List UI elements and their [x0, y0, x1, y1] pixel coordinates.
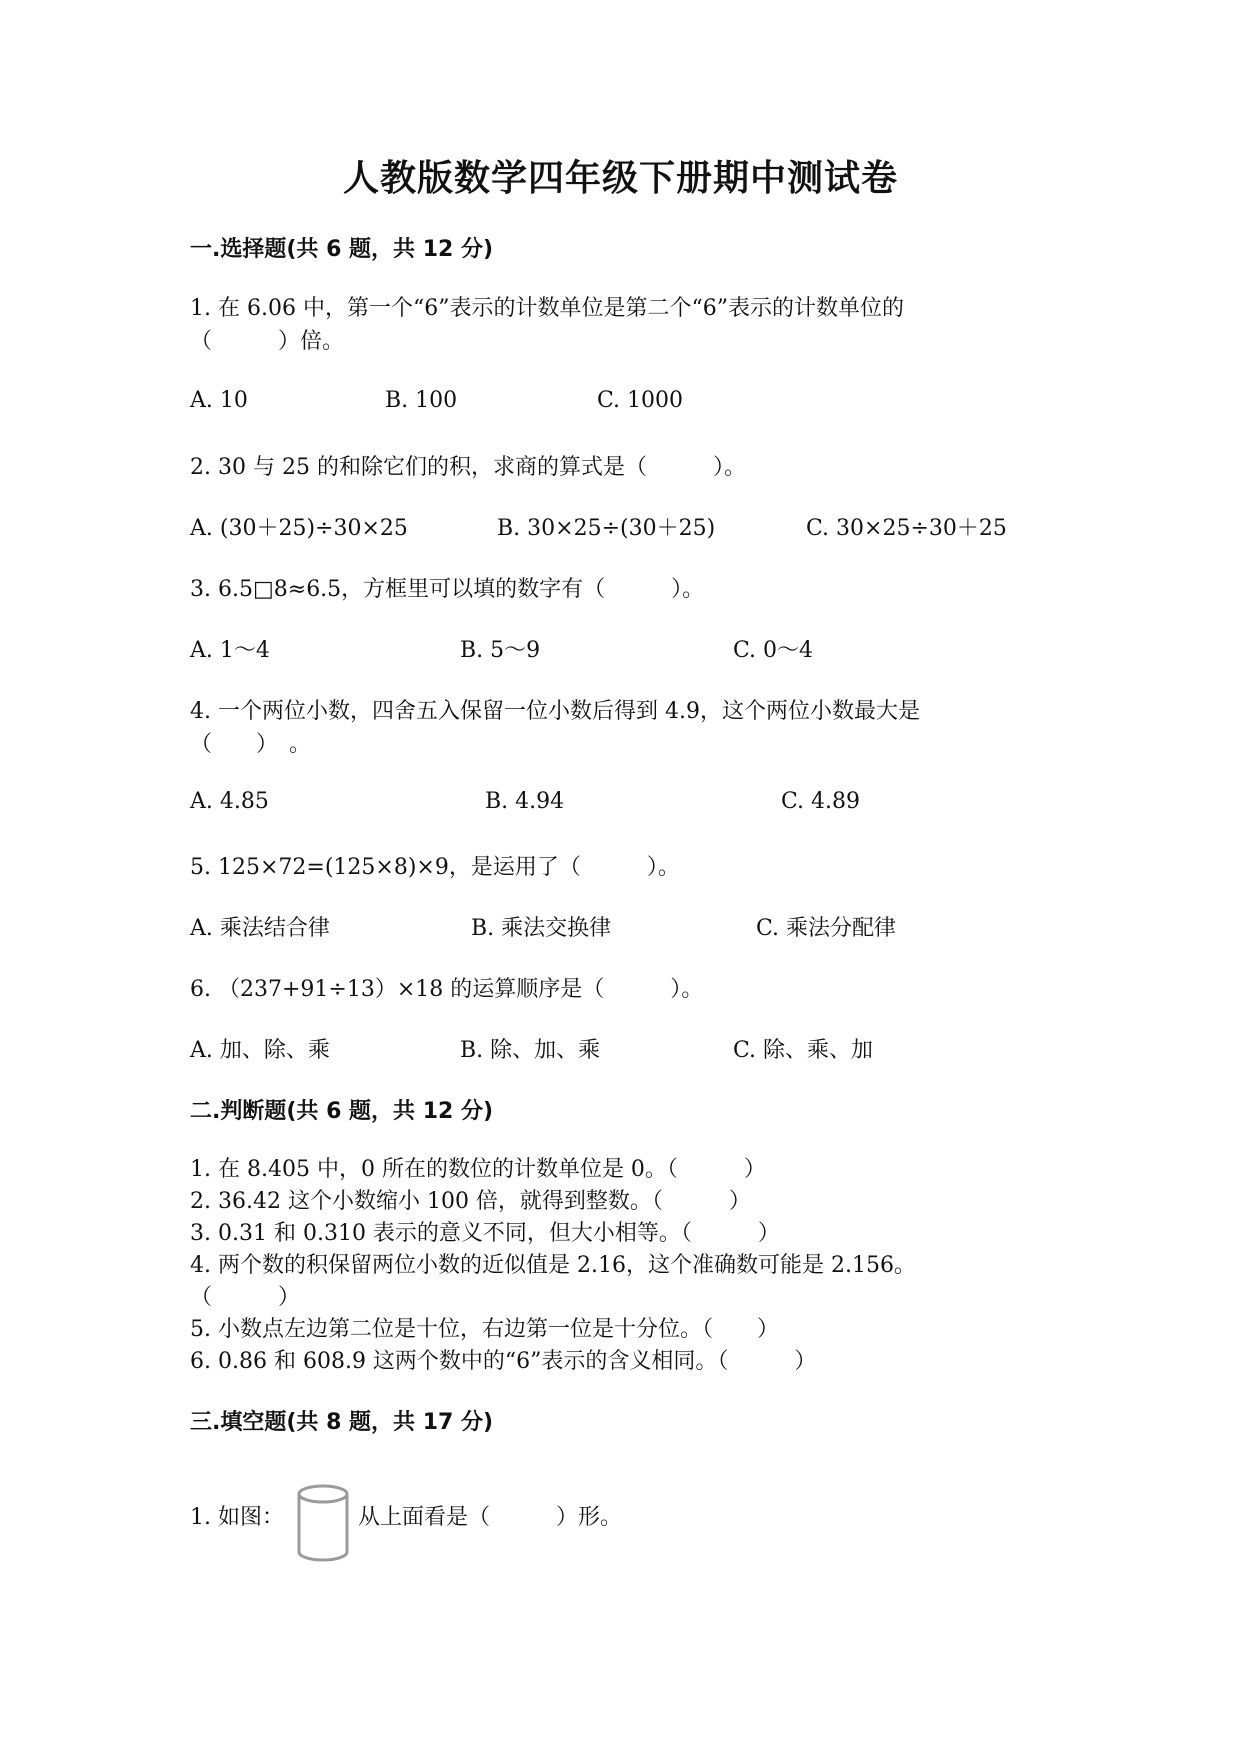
judge-line-4b: （ ）	[190, 1285, 301, 1310]
question-5-option-a: A. 乘法结合律	[190, 916, 330, 941]
question-2-line-1: 2. 30 与 25 的和除它们的积，求商的算式是（ ）。	[190, 455, 746, 480]
question-1-line-1: 1. 在 6.06 中，第一个“6”表示的计数单位是第二个“6”表示的计数单位的	[190, 296, 904, 321]
question-1-option-c: C. 1000	[597, 388, 684, 413]
question-1-line-2: （ ）倍。	[190, 329, 345, 354]
question-3-option-c: C. 0～4	[733, 638, 814, 663]
section-heading-fill-blank: 三.填空题(共 8 题，共 17 分)	[190, 1410, 494, 1435]
section-heading-true-false: 二.判断题(共 6 题，共 12 分)	[190, 1099, 494, 1124]
question-1-option-a: A. 10	[190, 388, 248, 413]
judge-line-3: 3. 0.31 和 0.310 表示的意义不同，但大小相等。（ ）	[190, 1221, 780, 1246]
question-5-option-c: C. 乘法分配律	[756, 916, 897, 941]
question-2-option-c: C. 30×25÷30＋25	[806, 516, 1007, 541]
question-2-option-b: B. 30×25÷(30＋25)	[497, 516, 716, 541]
judge-line-2: 2. 36.42 这个小数缩小 100 倍，就得到整数。（ ）	[190, 1189, 751, 1214]
judge-line-4: 4. 两个数的积保留两位小数的近似值是 2.16，这个准确数可能是 2.156。	[190, 1253, 916, 1278]
question-6-line-1: 6. （237+91÷13）×18 的运算顺序是（ ）。	[190, 977, 704, 1002]
question-5-line-1: 5. 125×72=(125×8)×9，是运用了（ ）。	[190, 855, 680, 880]
question-6-option-a: A. 加、除、乘	[190, 1038, 330, 1063]
question-4-option-a: A. 4.85	[190, 789, 269, 814]
question-6-option-b: B. 除、加、乘	[460, 1038, 601, 1063]
fill-q1-prefix: 1. 如图：	[190, 1505, 284, 1530]
page-title: 人教版数学四年级下册期中测试卷	[342, 158, 898, 199]
question-4-line-1: 4. 一个两位小数，四舍五入保留一位小数后得到 4.9，这个两位小数最大是	[190, 699, 920, 724]
question-3-option-a: A. 1～4	[190, 638, 270, 663]
judge-line-5: 5. 小数点左边第二位是十位，右边第一位是十分位。（ ）	[190, 1317, 779, 1342]
question-5-option-b: B. 乘法交换律	[471, 916, 612, 941]
question-4-option-b: B. 4.94	[485, 789, 565, 814]
question-3-option-b: B. 5～9	[460, 638, 541, 663]
question-4-option-c: C. 4.89	[781, 789, 861, 814]
question-1-option-b: B. 100	[385, 388, 458, 413]
judge-line-1: 1. 在 8.405 中，0 所在的数位的计数单位是 0。（ ）	[190, 1157, 766, 1182]
question-2-option-a: A. (30＋25)÷30×25	[190, 516, 408, 541]
question-3-line-1: 3. 6.5□8≈6.5，方框里可以填的数字有（ ）。	[190, 577, 705, 602]
question-6-option-c: C. 除、乘、加	[733, 1038, 874, 1063]
fill-q1-suffix: 从上面看是（ ）形。	[358, 1505, 623, 1530]
judge-line-6: 6. 0.86 和 608.9 这两个数中的“6”表示的含义相同。（ ）	[190, 1349, 817, 1374]
question-4-line-2: （ ） 。	[190, 732, 312, 757]
cylinder-figure	[296, 1484, 350, 1564]
section-heading-choice: 一.选择题(共 6 题，共 12 分)	[190, 237, 494, 262]
